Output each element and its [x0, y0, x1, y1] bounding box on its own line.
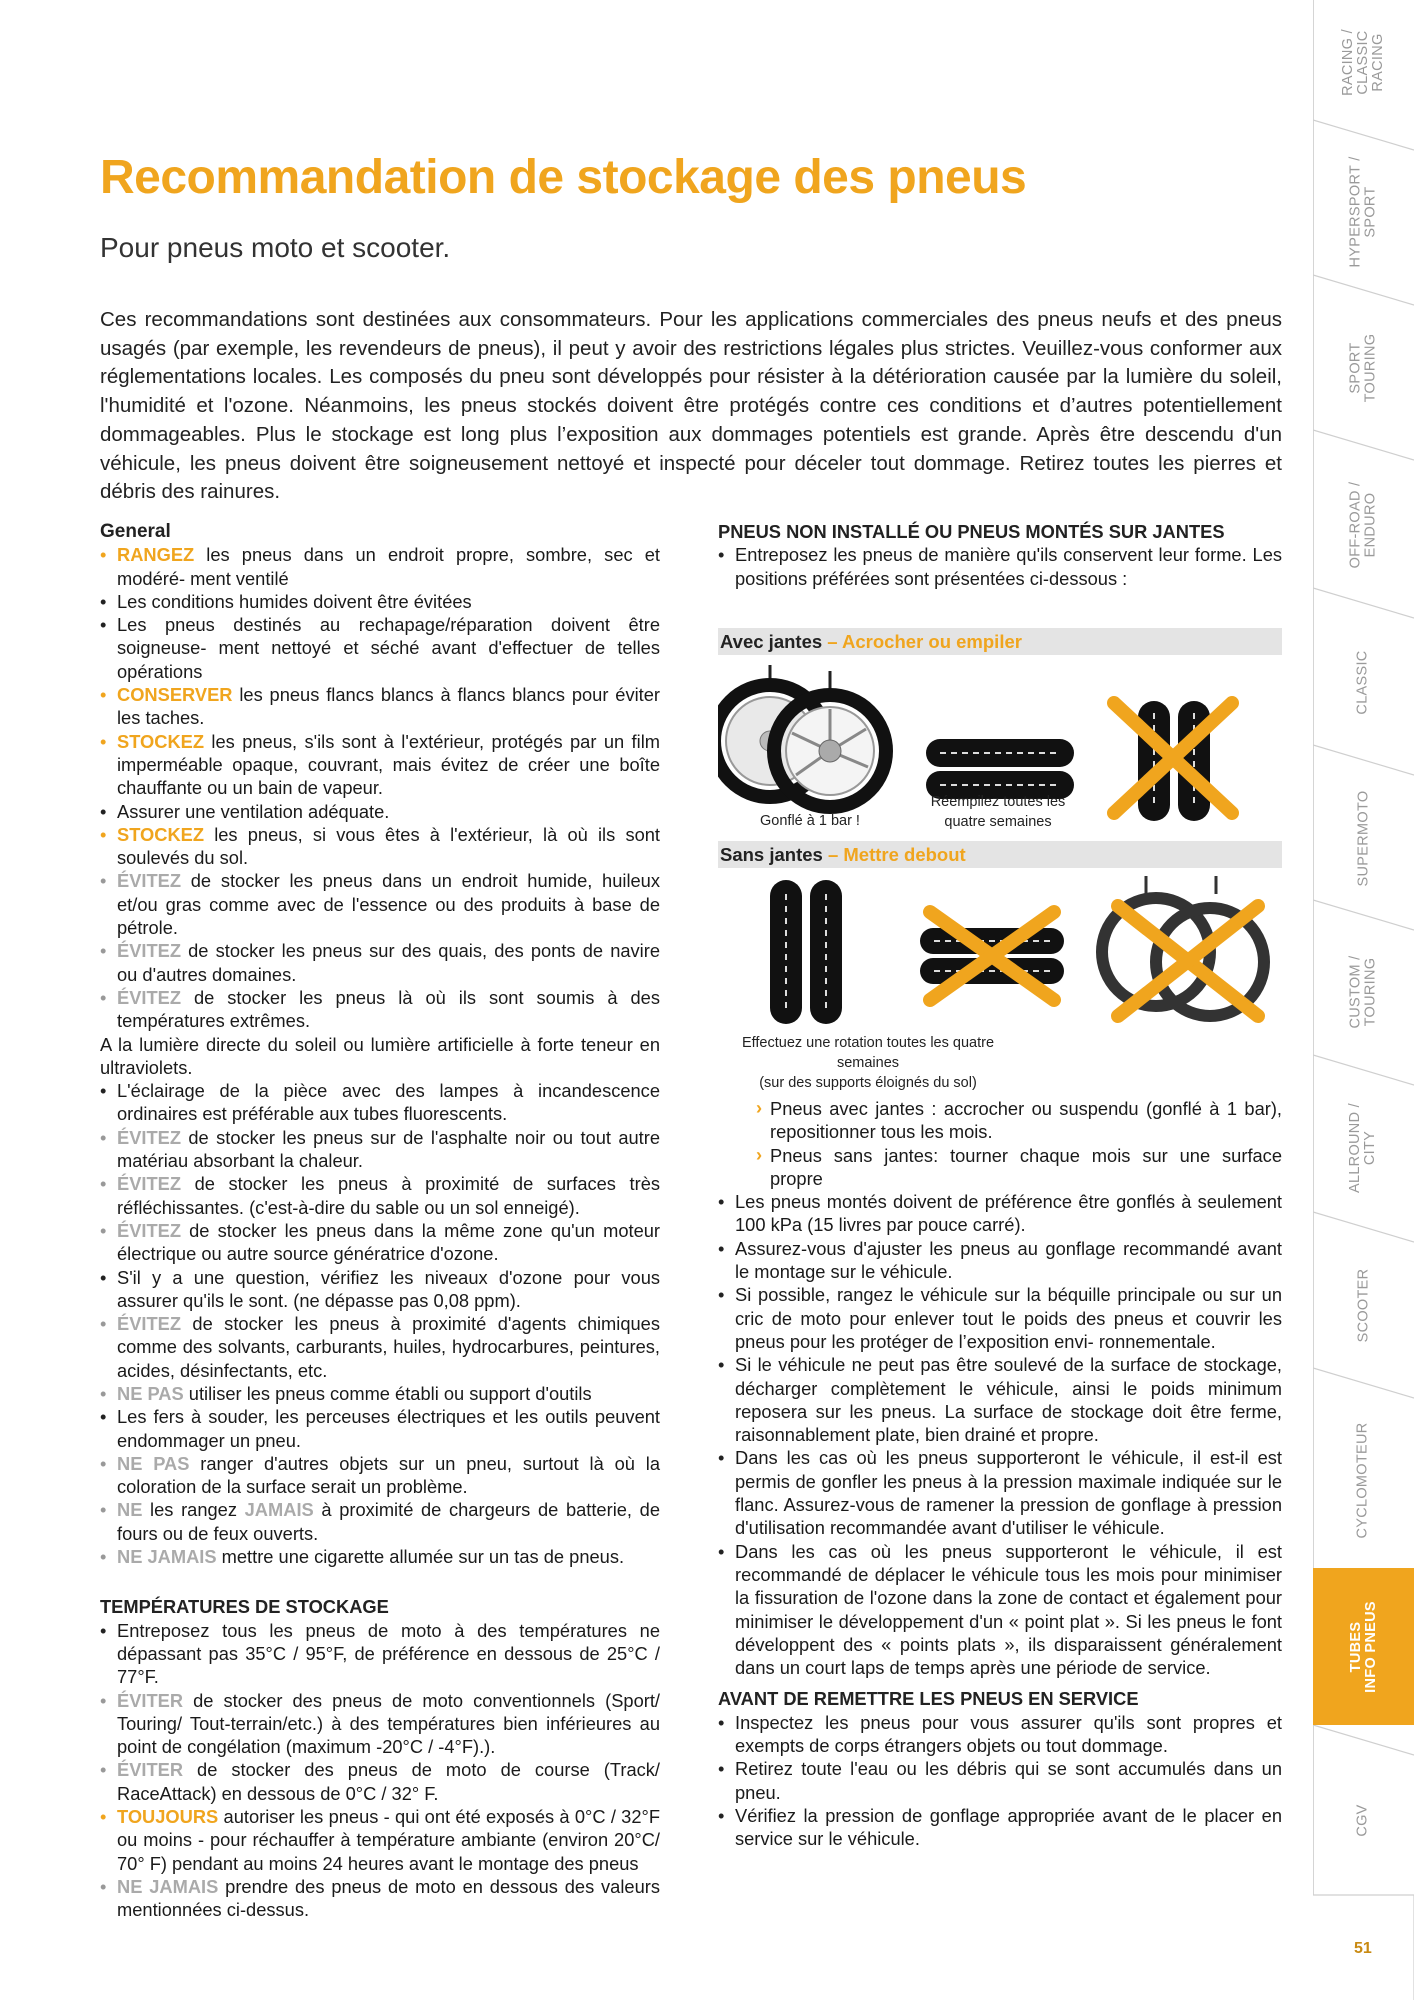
list-item [100, 1219, 660, 1266]
list-item-text: de stocker des pneus de moto conventionnels (Sport/ Touring/ Tout-terrain/etc.) à des températures bien inférieures au point de congélation (maximum -20°C / -4°F).). [117, 1689, 660, 1758]
list-item-text: de stocker les pneus là où ils sont soumis à des températures extrêmes. [117, 986, 660, 1032]
keyword: RANGEZ [117, 544, 195, 566]
list-item-text: à proximité de chargeurs de batterie, de fours ou de feux ouverts. [117, 1499, 660, 1544]
with-rims-label: Avec jantes [720, 631, 823, 652]
list-item: • Entreposez les pneus de manière qu'ils conservent leur forme. Les positions préférées sont présentées ci-dessous : [718, 543, 1282, 590]
list-item [100, 1619, 660, 1689]
temperatures-list [100, 1619, 660, 1922]
right-column [718, 520, 1282, 590]
unmounted-heading: PNEUS NON INSTALLÉ OU PNEUS MONTÉS SUR JANTES [718, 521, 1225, 542]
list-item [100, 800, 660, 823]
rotate-caption-line: (sur des supports éloignés du sol) [759, 1075, 977, 1091]
tab-label-line: TOURING [1362, 957, 1379, 1027]
page-subtitle: Pour pneus moto et scooter. [100, 232, 451, 263]
list-item [100, 683, 660, 730]
keyword: NE JAMAIS [117, 1546, 217, 1568]
list-item: • Vérifiez la pression de gonflage appropriée avant de le placer en service sur le véhicule. [718, 1804, 1282, 1851]
without-rims-label: Sans jantes [720, 844, 823, 865]
inflate-caption: Gonflé à 1 bar ! [760, 813, 860, 829]
rotate-caption-line: Effectuez une rotation toutes les quatre semaines [741, 1035, 995, 1071]
page-number: 51 [1354, 1940, 1372, 1957]
list-item-text: de stocker les pneus sur des quais, des ponts de navire ou d'autres domaines. [117, 940, 660, 985]
list-item: • Les pneus montés doivent de préférence être gonflés à seulement 100 kPa (15 livres par pouce carré). [718, 1190, 1282, 1237]
tab-classic[interactable] [1313, 612, 1414, 752]
list-item: • Si le véhicule ne peut pas être soulevé de la surface de stockage, décharger complètement le véhicule, ainsi le poids minimum reposera sur les pneus. La surface de stockage doit être ferme, raisonnablement plate, bien drainé et propre. [718, 1353, 1282, 1446]
with-rims-accent: – Acrocher ou empiler [822, 631, 1022, 652]
list-item-text: Les conditions humides doivent être évitées [117, 590, 472, 612]
tab-off-road[interactable] [1313, 455, 1414, 595]
without-rims-illustration [718, 876, 1282, 1036]
storage-figure [718, 628, 1282, 1091]
list-item: • Si possible, rangez le véhicule sur la béquille principale ou sur un cric de moto pour enlever tout le poids des pneus et couvrir les pneus pour les protéger de l’exposition envi- ronnementale. [718, 1283, 1282, 1353]
tab-label-line: ALLROUND / [1347, 1102, 1364, 1194]
keyword: NE [117, 1499, 143, 1521]
general-heading: General [100, 521, 171, 542]
list-item: • Dans les cas où les pneus supporteront le véhicule, il est recommandé de déplacer le véhicule tous les mois pour minimiser la fissuration de l'ozone dans la zone de contact et également pour minimiser le développement d'un « point plat ». Si les pneus le font développent des « points plats », ils disparaissent généralement dans un court laps de temps après une période de service. [718, 1540, 1282, 1680]
list-item-text: les rangez [142, 1499, 245, 1521]
service-heading: AVANT DE REMETTRE LES PNEUS EN SERVICE [718, 1688, 1139, 1710]
unmounted-intro-list [718, 543, 1282, 590]
list-item [100, 1689, 660, 1759]
list-item: › Pneus avec jantes : accrocher ou suspendu (gonflé à 1 bar), repositionner tous les mois. [756, 1097, 1282, 1144]
tab-sport[interactable] [1313, 298, 1414, 438]
tab-racing[interactable] [1313, 0, 1414, 132]
list-item [100, 1758, 660, 1805]
section-tabs [1313, 0, 1414, 2000]
keyword: JAMAIS [244, 1499, 314, 1521]
tab-label-line: CGV [1354, 1803, 1371, 1837]
list-item-text: S'il y a une question, vérifiez les niveaux d'ozone pour vous assurer qu'ils le sont. (ne dépasse pas 0,08 ppm). [117, 1266, 660, 1311]
tab-scooter[interactable] [1313, 1235, 1414, 1375]
general-list-2 [100, 1079, 660, 1568]
hanging-wheels-icon [718, 665, 886, 807]
stacked-tyres-icon [926, 739, 1074, 799]
general-list [100, 543, 660, 1032]
tab-label-line: RACING [1369, 32, 1386, 92]
keyword: ÉVITER [117, 1759, 184, 1781]
list-item-text: de stocker des pneus de moto de course (Track/ RaceAttack) en dessous de 0°C / 32° F. [117, 1759, 660, 1804]
tab-label-line: TUBES [1347, 1621, 1364, 1672]
list-item-text: les pneus dans un endroit propre, sombre, sec et modéré- ment ventilé [117, 544, 660, 589]
light-line: A la lumière directe du soleil ou lumière artificielle à forte teneur en ultraviolets. [100, 1033, 660, 1078]
tab-label-line: HYPERSPORT / [1347, 156, 1364, 268]
tab-hypersport[interactable] [1313, 142, 1414, 282]
with-rims-bar [718, 628, 1282, 655]
tab-label-line: CITY [1362, 1130, 1379, 1166]
tab-label [1356, 790, 1371, 886]
list-item-text: de stocker les pneus sur de l'asphalte noir ou tout autre matériau absorbant la chaleur. [117, 1126, 660, 1172]
tab-label [1349, 482, 1379, 569]
tab-label-line: OFF-ROAD / [1347, 481, 1364, 569]
keyword: TOUJOURS [117, 1806, 219, 1828]
tab-label-line: ENDURO [1362, 492, 1379, 558]
keyword: ÉVITEZ [117, 1126, 181, 1148]
tab-cgv[interactable] [1313, 1750, 1414, 1890]
list-item-text: utiliser les pneus comme établi ou support d'outils [183, 1382, 592, 1404]
tab-label-line: TOURING [1362, 333, 1379, 403]
mounted-advice-list [718, 1190, 1282, 1679]
list-item [100, 613, 660, 683]
list-item [100, 1079, 660, 1126]
list-item [100, 1805, 660, 1875]
tab-label [1349, 955, 1379, 1028]
list-item-text: prendre des pneus de moto en dessous des valeurs mentionnées ci-dessus. [117, 1875, 660, 1921]
list-item [100, 1498, 660, 1545]
list-item [100, 590, 660, 613]
right-column-lower [718, 1097, 1282, 1851]
without-rims-accent: – Mettre debout [822, 844, 966, 865]
list-item [100, 1172, 660, 1219]
list-item [100, 939, 660, 986]
tab-label [1356, 1422, 1371, 1538]
keyword: CONSERVER [117, 684, 233, 706]
list-item-text: de stocker les pneus dans la même zone qu'un moteur électrique ou autre source génératrice d'ozone. [117, 1219, 660, 1265]
keyword: ÉVITEZ [117, 1173, 181, 1195]
list-item [100, 730, 660, 800]
list-item-text: les pneus flancs blancs à flancs blancs pour éviter les taches. [117, 684, 660, 729]
list-item-text: de stocker les pneus à proximité de surfaces très réfléchissantes. (c'est-à-dire du sable ou un sol enneigé). [117, 1173, 660, 1218]
restack-caption-line: quatre semaines [944, 814, 1052, 830]
tab-label-line: CYCLOMOTEUR [1355, 1421, 1371, 1539]
list-item-text: autoriser les pneus - qui ont été exposés à 0°C / 32°F ou moins - pour réchauffer à température ambiante (environ 20°C/ 70° F) pendant au moins 24 heures avant le montage des pneus [117, 1806, 660, 1874]
list-item [100, 1382, 660, 1405]
tab-label [1356, 650, 1371, 714]
keyword: ÉVITEZ [117, 1219, 181, 1241]
list-item-text: Les fers à souder, les perceuses électriques et les outils peuvent endommager un pneu. [117, 1406, 660, 1451]
list-item-text: Entreposez tous les pneus de moto à des températures ne dépassant pas 35°C / 95°F, de préférence en dessous de 25°C / 77°F. [117, 1619, 660, 1688]
tab-label-line: CUSTOM / [1347, 955, 1364, 1029]
tab-label-line: INFO PNEUS [1362, 1600, 1379, 1693]
tab-tubes[interactable] [1313, 1568, 1414, 1725]
tab-supermoto[interactable] [1313, 768, 1414, 908]
list-item [100, 823, 660, 870]
list-item [100, 543, 660, 590]
tab-custom[interactable] [1313, 922, 1414, 1062]
rim-advice-list [756, 1097, 1282, 1190]
keyword: NE JAMAIS [117, 1875, 219, 1897]
tab-label-line: RACING / [1339, 28, 1356, 96]
crossed-upright-tyres-icon [1114, 701, 1232, 821]
list-item: • Retirez toute l'eau ou les débris qui se sont accumulés dans un pneu. [718, 1757, 1282, 1804]
keyword: STOCKEZ [117, 823, 205, 845]
tab-label [1356, 1268, 1371, 1342]
tab-label-line: CLASSIC [1355, 649, 1371, 715]
without-rims-bar [718, 841, 1282, 868]
service-list [718, 1711, 1282, 1851]
list-item-text: les pneus, si vous êtes à l'extérieur, là où ils sont soulevés du sol. [117, 823, 660, 869]
intro-paragraph: Ces recommandations sont destinées aux consommateurs. Pour les applications commerciales des pneus neufs et des pneus usagés (par exemple, les revendeurs de pneus), il peut y avoir des restrictions légales plus strictes. Veuillez-vous conformer aux réglementations locales. Les composés du pneu sont développés pour résister à la détérioration causée par la lumière du soleil, l'humidité et l'ozone. Néanmoins, les pneus stockés doivent être protégés contre ces conditions et d’autres potentiellement dommageables. Plus le stockage est long plus l’exposition aux dommages potentiels est grande. Après être descendu d'un véhicule, les pneus doivent être soigneusement nettoyé et inspecté pour déceler tout dommage. Retirez toutes les pierres et débris des rainures. [100, 308, 1282, 504]
tab-label-line: SPORT [1362, 186, 1379, 238]
upright-tyres-icon [770, 880, 842, 1024]
list-item: • Inspectez les pneus pour vous assurer qu'ils sont propres et exempts de corps étrangers objets ou tout dommage. [718, 1711, 1282, 1758]
tab-cyclomoteur[interactable] [1313, 1410, 1414, 1550]
restack-caption-line: Réempilez toutes les [930, 794, 1066, 810]
keyword: ÉVITEZ [117, 1313, 181, 1335]
keyword: ÉVITEZ [117, 870, 181, 892]
keyword: ÉVITEZ [117, 940, 181, 962]
left-column [100, 520, 660, 1922]
temperatures-heading: TEMPÉRATURES DE STOCKAGE [100, 1596, 389, 1618]
tab-label-line: SUPERMOTO [1354, 790, 1371, 886]
list-item: • Assurez-vous d'ajuster les pneus au gonflage recommandé avant le montage sur le véhicule. [718, 1237, 1282, 1284]
list-item-text: les pneus, s'ils sont à l'extérieur, protégés par un film imperméable opaque, couvrant, mais évitez de créer une boîte chauffante ou un bain de vapeur. [117, 730, 660, 799]
tab-label-line: CLASSIC [1354, 29, 1371, 95]
list-item [100, 1875, 660, 1922]
tab-label [1348, 334, 1378, 403]
list-item: • Dans les cas où les pneus supporteront le véhicule, il est-il est permis de gonfler les pneus à la pression maximale indiquée sur le flanc. Assurez-vous de ramener la pression de gonflage à pression d'utilisation recommandée avant d'utiliser le véhicule. [718, 1446, 1282, 1539]
keyword: NE PAS [117, 1452, 190, 1474]
tab-label [1341, 29, 1386, 96]
list-item [100, 986, 660, 1033]
rotate-caption [718, 1033, 1018, 1093]
list-item-text: de stocker les pneus dans un endroit humide, huileux et/ou gras comme avec de l'essence ou des produits à base de pétrole. [117, 870, 660, 939]
list-item-text: Les pneus destinés au rechapage/réparation doivent être soigneuse- ment nettoyé et séché avant d'effectuer de telles opérations [117, 614, 660, 682]
keyword: NE PAS [117, 1382, 184, 1404]
list-item-text: L'éclairage de la pièce avec des lampes à incandescence ordinaires est préférable aux tubes fluorescents. [117, 1080, 660, 1125]
tab-label [1349, 1601, 1379, 1693]
keyword: ÉVITER [117, 1689, 184, 1711]
list-item [100, 869, 660, 939]
list-item-text: ranger d'autres objets sur un pneu, surtout là où la coloration de la surface serait un problème. [117, 1452, 660, 1498]
crossed-hanging-tyres-icon [1102, 876, 1264, 1016]
list-item-text: de stocker les pneus à proximité d'agents chimiques comme des solvants, carburants, huiles, hydrocarbures, peintures, acides, désinfectants, etc. [117, 1313, 660, 1381]
list-item [100, 1405, 660, 1452]
list-item [100, 1126, 660, 1173]
list-item [100, 1266, 660, 1313]
list-item [100, 1312, 660, 1382]
list-item-text: Assurer une ventilation adéquate. [117, 800, 390, 822]
tab-label [1349, 1103, 1379, 1193]
list-item: › Pneus sans jantes: tourner chaque mois sur une surface propre [756, 1144, 1282, 1191]
list-item [100, 1545, 660, 1568]
tab-label-line: SCOOTER [1355, 1268, 1371, 1342]
list-item [100, 1452, 660, 1499]
list-item-text: mettre une cigarette allumée sur un tas de pneus. [216, 1546, 625, 1568]
tab-allround[interactable] [1313, 1078, 1414, 1218]
keyword: STOCKEZ [117, 730, 205, 752]
tab-label-line: SPORT [1347, 342, 1364, 394]
tab-label [1349, 156, 1379, 267]
tab-label [1356, 1804, 1371, 1836]
keyword: ÉVITEZ [117, 986, 181, 1008]
page-title: Recommandation de stockage des pneus [100, 151, 1027, 204]
restack-caption [898, 792, 1098, 832]
crossed-stack-icon [920, 912, 1064, 1000]
